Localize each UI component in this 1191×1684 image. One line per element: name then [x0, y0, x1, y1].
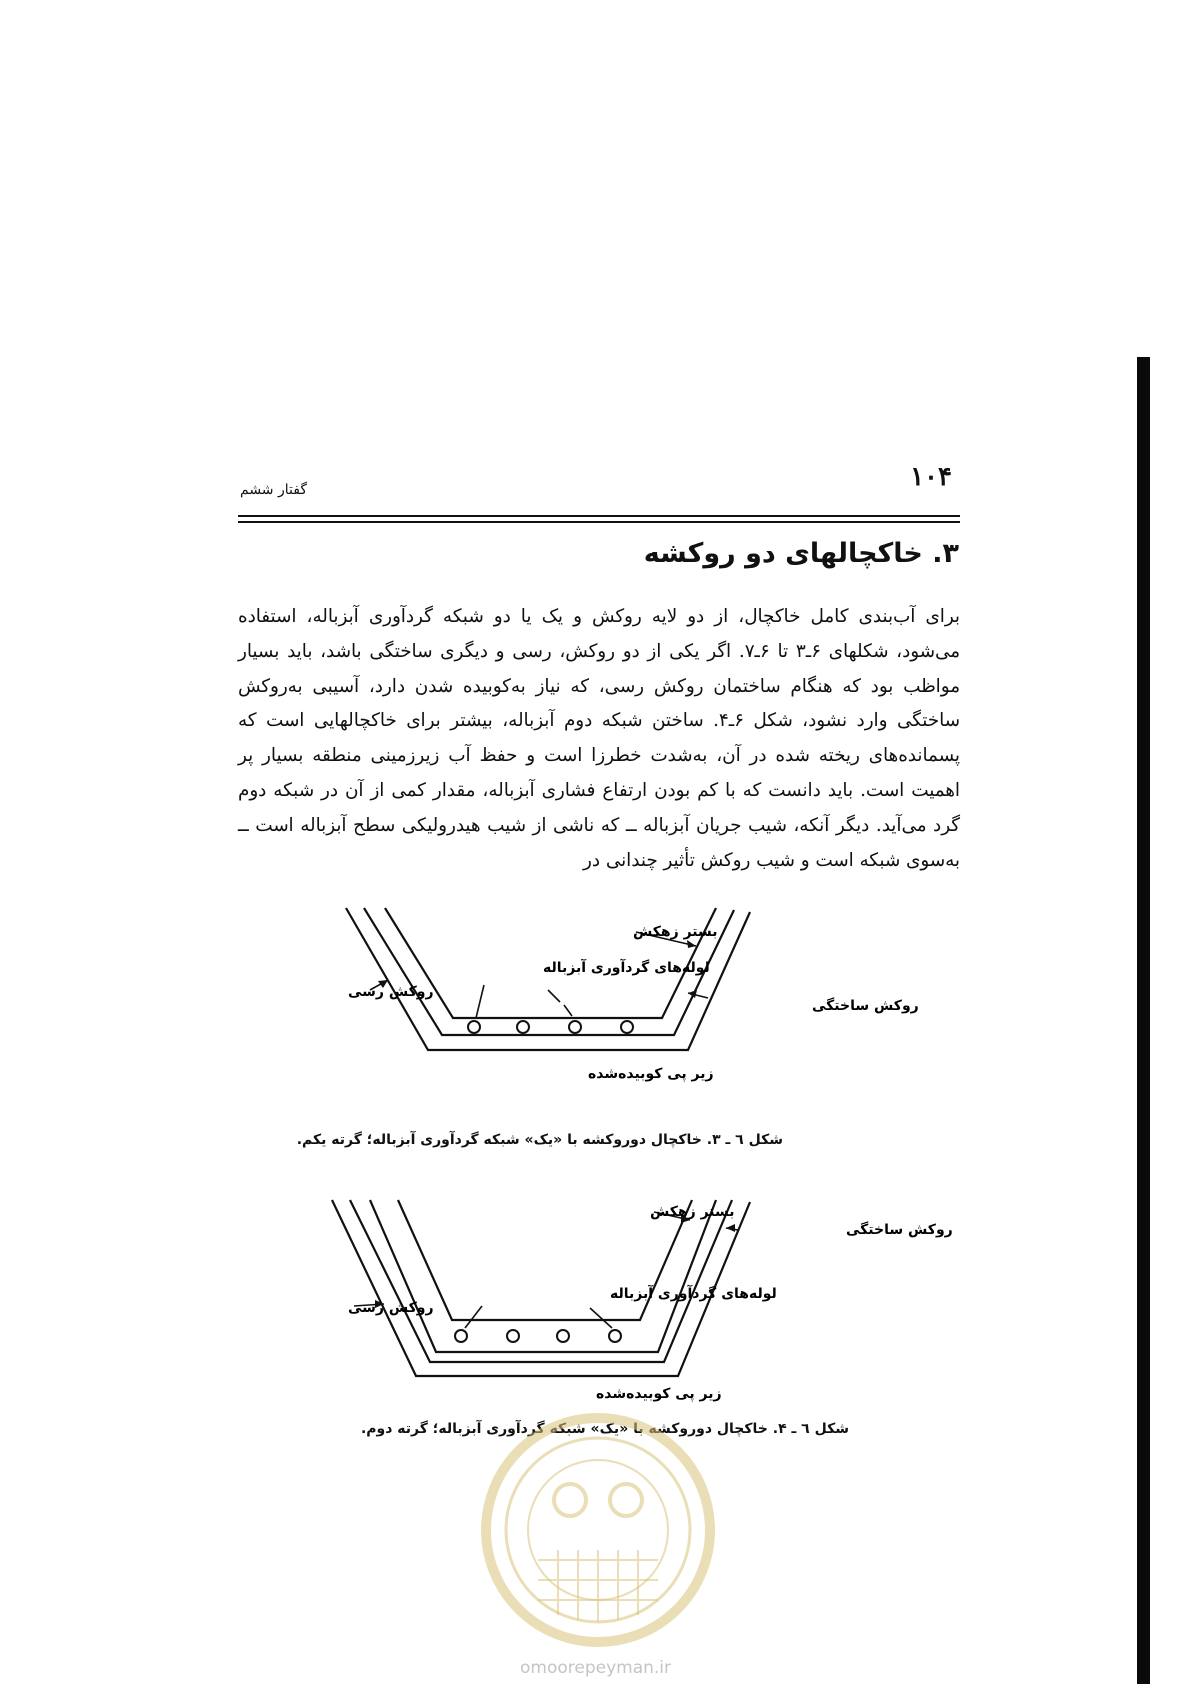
figure-6-4	[238, 1180, 960, 1400]
watermark-seal-logo	[478, 1410, 718, 1650]
fig2-drain-bed-top	[398, 1200, 692, 1320]
fig1-label-subgrade: زیر پی کوبیده‌شده	[588, 1066, 714, 1082]
fig1-label-clay-liner: روکش رسی	[348, 984, 434, 1000]
section-heading: ۳. خاکچالهای دو روکشه	[643, 538, 959, 569]
figure-6-4-caption: شکل ٦ ـ ۴. خاکچال دوروکشه با «یک» شبکه گردآوری آبزباله؛ گرته دوم.	[360, 1421, 849, 1437]
body-paragraph: برای آب‌بندی کامل خاکچال، از دو لایه روکش و یک یا دو شبکه گردآوری آبزباله، استفاده می‌شود، شکلهای ۶ـ۳ تا ۶ـ۷. اگر یکی از دو روکش، رسی و دیگری ساختگی باشد، باید بسیار مواظب بود که هنگام ساختمان روکش رسی، که نیاز به‌کوبیده شدن دارد، آسیبی به‌روکش ساختگی وارد نشود، شکل ۶ـ۴. ساختن شبکه دوم آبزباله، بیشتر برای خاکچالهایی است که پسمانده‌های ریخته شده در آن، به‌شدت خطرزا است و حفظ آب زیرزمینی منطقه بسیار پر اهمیت است. باید دانست که با کم بودن ارتفاع فشاری آبزباله، مقدار کمی از آن در شبکه دوم گرد می‌آید. دیگر آنکه، شیب جریان آبزباله ــ که ناشی از شیب هیدرولیکی سطح آبزباله است ــ به‌سوی شبکه است و شیب روکش تأثیر چندانی در	[238, 606, 961, 871]
fig2-synthetic-liner-line	[350, 1200, 732, 1362]
header-rule-secondary	[238, 521, 960, 523]
fig2-drain-bed-line	[370, 1200, 716, 1352]
fig2-leader-pipes	[465, 1306, 482, 1328]
running-header	[238, 462, 960, 502]
fig1-label-drain-bed: بستر زهکش	[633, 924, 718, 940]
fig1-pipe	[468, 1021, 480, 1033]
figure-6-3	[238, 890, 960, 1110]
fig2-pipe	[609, 1330, 621, 1342]
fig2-label-synthetic-liner: روکش ساختگی	[846, 1222, 953, 1238]
fig2-label-clay-liner: روکش رسی	[348, 1300, 434, 1316]
fig1-leader-pipes	[476, 985, 484, 1018]
chapter-label: گفتار ششم	[240, 482, 307, 498]
fig1-label-synthetic-liner: روکش ساختگی	[812, 998, 919, 1014]
fig2-arrow	[726, 1224, 735, 1232]
fig1-label-pipes: لوله‌های گردآوری آبزباله	[543, 960, 710, 976]
figure-6-3-caption: شکل ٦ ـ ٣. خاکچال دوروکشه با «یک» شبکه گردآوری آبزباله؛ گرته یکم.	[296, 1132, 783, 1148]
page-number: ۱۰۴	[910, 462, 952, 492]
figure-6-4-diagram	[238, 1180, 960, 1400]
fig1-leader-pipes-2	[548, 990, 572, 1016]
fig2-leader-pipes-2	[590, 1308, 612, 1328]
fig2-pipe	[507, 1330, 519, 1342]
fig2-label-pipes: لوله‌های گردآوری آبزباله	[610, 1286, 777, 1302]
fig2-pipe	[455, 1330, 467, 1342]
fig2-label-drain-bed: بستر زهکش	[650, 1204, 735, 1220]
fig1-pipe	[621, 1021, 633, 1033]
figure-6-3-diagram	[238, 890, 960, 1110]
watermark-url: omoorepeyman.ir	[519, 1658, 672, 1678]
fig2-label-subgrade: زیر پی کوبیده‌شده	[596, 1386, 722, 1402]
fig1-arrow	[687, 940, 696, 948]
fig2-pipe	[557, 1330, 569, 1342]
fig1-pipe	[569, 1021, 581, 1033]
page-edge-bar	[1137, 357, 1150, 1684]
fig1-pipe	[517, 1021, 529, 1033]
header-rule	[238, 515, 960, 517]
